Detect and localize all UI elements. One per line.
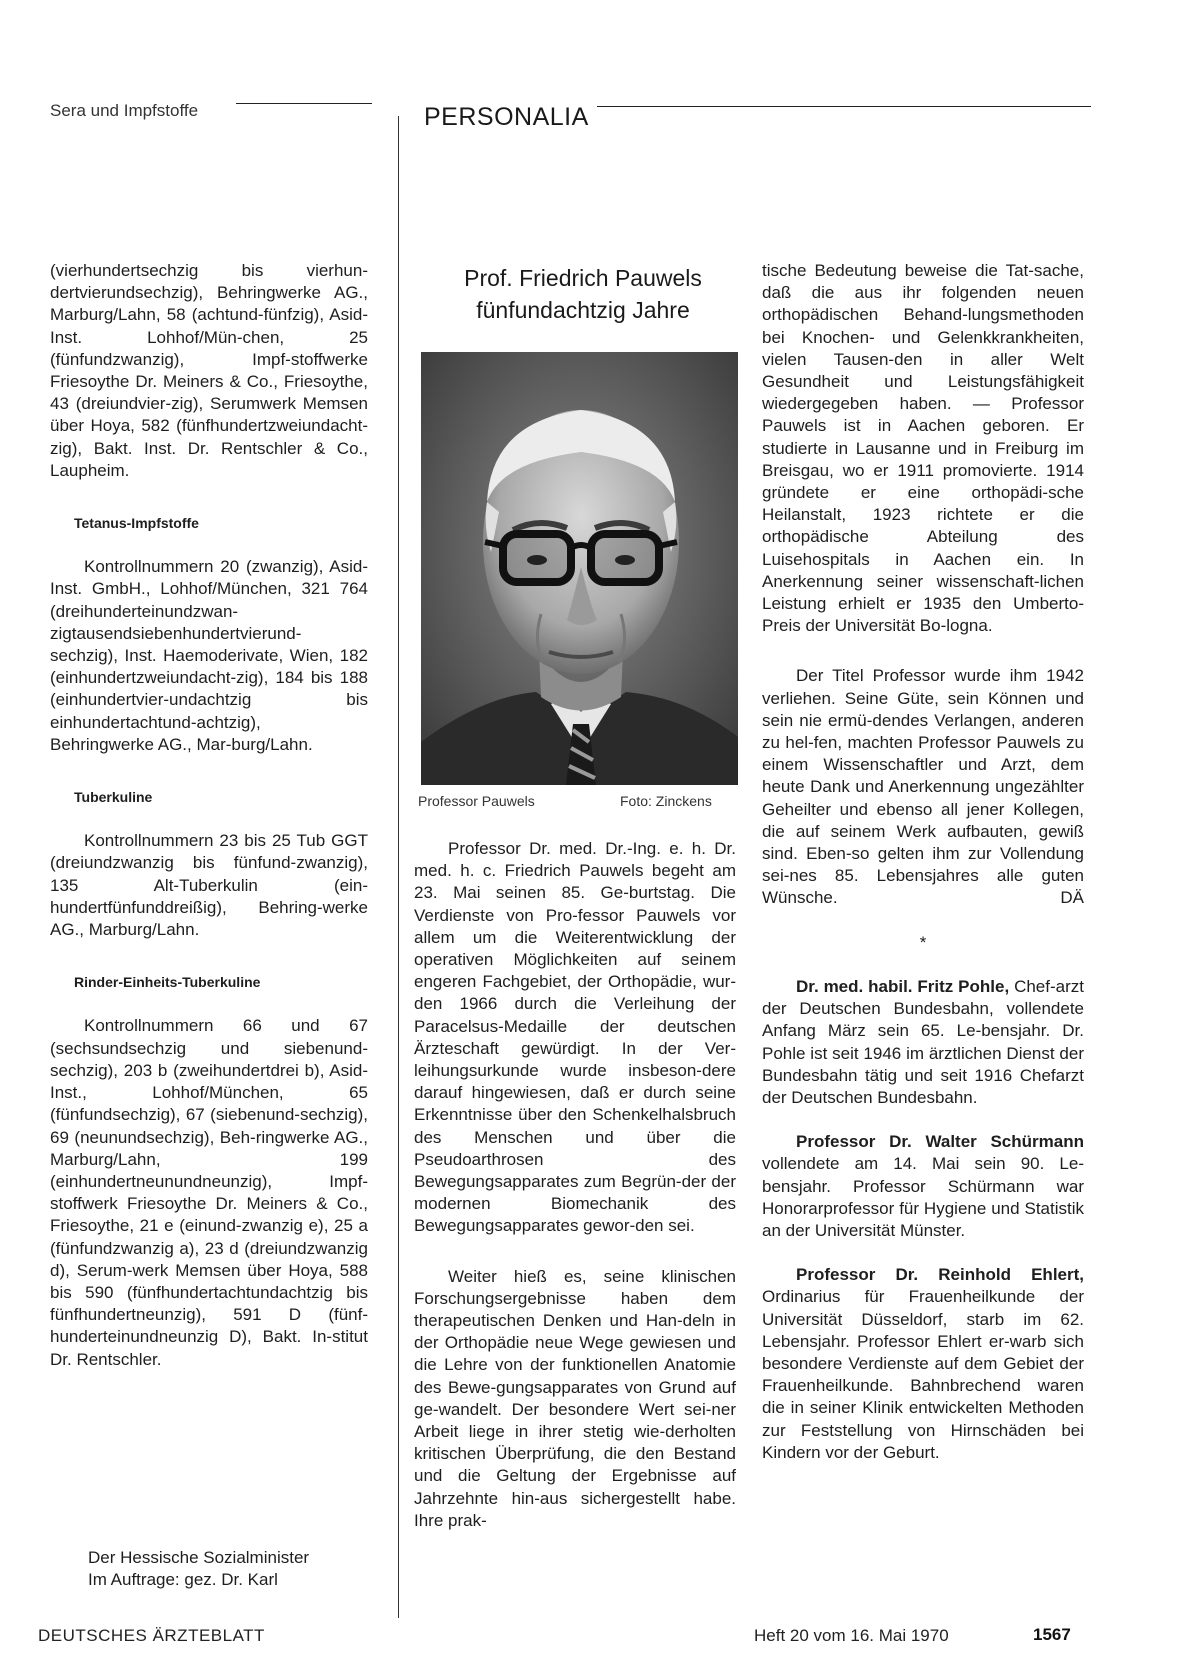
notice-text: vollendete am 14. Mai sein 90. Le-bensjahr. Professor Schürmann war Honorarprofessor für Hygiene und Statistik an der Universität Münster. — [762, 1154, 1084, 1240]
article-paragraph: Weiter hieß es, seine klinischen Forschungsergebnisse haben dem therapeutischen Denken und Han-deln in der Orthopädie neue Wege gewiesen und die Lehre von der funktionellen Anatomie des Bewe-gungsapparates von Grund auf ge-wandelt. Der besondere Wert sei-ner Arbeit liege in ihrer stetig wie-derholten kritischen Überprüfung, die den Bestand und die Geltung der Ergebnisse auf Jahrzehnte hin-aus sichergestellt habe. Ihre prak- — [414, 1266, 736, 1530]
column-sera — [50, 260, 368, 1371]
column-divider — [398, 116, 399, 1618]
article-paragraph: Professor Dr. med. Dr.-Ing. e. h. Dr. med. h. c. Friedrich Pauwels begeht am 23. Mai seinen 85. Ge-burtstag. Die Verdienste von Pro-fessor Pauwels vor allem um die Weiterentwicklung der operativen Möglichkeiten auf seinem engeren Fachgebiet, der Orthopädie, wur-den 1966 durch die Verleihung der Paracelsus-Medaille der deutschen Ärzteschaft gewürdigt. In der Ver-leihungsurkunde wurde insbeson-dere darauf hingewiesen, daß er durch seine Erkenntnisse über den Schenkelhalsbruch des Menschen und über die Pseudoarthrosen des Bewegungsapparates zum Begrün-der der modernen Biomechanik des Bewegungsapparates gewor-den sei. — [414, 839, 736, 1236]
column-article-continued — [762, 260, 1084, 1464]
signature-line: Der Hessische Sozialminister — [88, 1548, 310, 1567]
person-name: Professor Dr. Reinhold Ehlert, — [796, 1265, 1084, 1285]
signature-block — [88, 1547, 309, 1591]
subheading-tuberkuline: Tuberkuline — [74, 789, 153, 806]
header-rule-right — [597, 106, 1091, 107]
author-initials: DÄ — [1060, 888, 1084, 908]
section-header-personalia: PERSONALIA — [424, 103, 589, 131]
paragraph-rinder: Kontrollnummern 66 und 67 (sechsundsechzig und siebenund-sechzig), 203 b (zweihundertdrei b), Asid-Inst., Lohhof/München, 65 (fünfundsechzig), 67 (siebenund-sechzig), 69 (neunundsechzig), Beh-ringwerke AG., Marburg/Lahn, 199 (einhundertneunundneunzig), Impf-stoffwerk Friesoythe Dr. Meiners & Co., Friesoythe, 21 e (einund-zwanzig e), 25 a (fünfundzwanzig a), 23 d (dreiundzwanzig d), Serum-werk Memsen über Hoya, 588 bis 590 (fünfhundertachtundachtzig bis fünfhundertneunzig), 591 D (fünf-hunderteinundneunzig D), Bakt. In-stitut Dr. Rentschler. — [50, 1016, 368, 1369]
photo-caption: Professor Pauwels — [418, 793, 535, 809]
article-paragraph — [762, 665, 1084, 909]
notice-schuermann — [762, 1131, 1084, 1242]
subheading-tetanus: Tetanus-Impfstoffe — [74, 515, 199, 532]
notice-ehlert — [762, 1264, 1084, 1464]
article-title — [418, 262, 748, 326]
paragraph-continued: (vierhundertsechzig bis vierhun-dertvierundsechzig), Behringwerke AG., Marburg/Lahn, 58 (achtund-fünfzig), Asid-Inst. Lohhof/Mün-chen, 25 (fünfundzwanzig), Impf-stoffwerke Friesoythe Dr. Meiners & Co., Friesoythe, 43 (dreiundvier-zig), Serumwerk Memsen über Hoya, 582 (fünfhundertzweiundacht-zig), Bakt. Inst. Dr. Rentschler & Co., Laupheim. — [50, 261, 368, 480]
paragraph-tetanus: Kontrollnummern 20 (zwanzig), Asid-Inst. GmbH., Lohhof/München, 321 764 (dreihunderteinundzwan-zigtausendsiebenhundertvierund-sechzig), Inst. Haemoderivate, Wien, 182 (einhundertzweiundacht-zig), 184 bis 188 (einhundertvier-undachtzig bis einhundertachtund-achtzig), Behringwerke AG., Mar-burg/Lahn. — [50, 557, 368, 754]
column-article — [414, 838, 736, 1532]
page-number: 1567 — [1033, 1625, 1071, 1644]
article-paragraph-text: Der Titel Professor wurde ihm 1942 verliehen. Seine Güte, sein Können und sein nie ermü-dendes Verlangen, anderen zu hel-fen, machten Professor Pauwels zu einem Wissenschaftler und Arzt, dem heute Dank und Anerkennung ungezählter Geheilter und ebenso all jener Kollegen, die auf seinem Werk aufbauten, gewiß sind. Eben-so gelten ihm zur Vollendung sei-nes 85. Lebensjahres alle guten Wünsche. — [762, 666, 1084, 908]
person-name: Dr. med. habil. Fritz Pohle, — [796, 976, 1010, 996]
footer-issue: Heft 20 vom 16. Mai 1970 — [754, 1626, 949, 1645]
section-header-sera: Sera und Impfstoffe — [50, 101, 199, 120]
separator-asterisk: * — [919, 932, 927, 952]
notice-text: Ordinarius für Frauenheilkunde der Universität Düsseldorf, starb im 62. Lebensjahr. Professor Ehlert er-warb sich besondere Verdienste auf dem Gebiet der Frauenheilkunde. Bahnbrechend waren die in seiner Klinik entwickelten Methoden zur Feststellung von Hirnschäden bei Kindern vor der Geburt. — [762, 1287, 1084, 1462]
paragraph-tuberkuline: Kontrollnummern 23 bis 25 Tub GGT (dreiundzwanzig bis fünfund-zwanzig), 135 Alt-Tuberkulin (ein-hundertfünfunddreißig), Behring-werke AG., Marburg/Lahn. — [50, 831, 368, 940]
notice-pohle — [762, 976, 1084, 1109]
header-rule-left — [236, 103, 372, 104]
title-line: Prof. Friedrich Pauwels — [464, 265, 702, 291]
portrait-photo — [421, 352, 738, 785]
title-line: fünfundachtzig Jahre — [476, 297, 690, 323]
footer-journal: DEUTSCHES ÄRZTEBLATT — [38, 1626, 265, 1645]
person-name: Professor Dr. Walter Schürmann — [796, 1132, 1084, 1152]
subheading-rinder: Rinder-Einheits-Tuberkuline — [74, 974, 261, 991]
photo-credit: Foto: Zinckens — [620, 793, 712, 809]
notice-text: Chef-arzt der Deutschen Bundesbahn, vollendete Anfang März sein 65. Le-bensjahr. Dr. Pohle ist seit 1946 im ärztlichen Dienst der Bundesbahn tätig und seit 1916 Chefarzt der Deutschen Bundesbahn. — [762, 976, 1084, 1107]
article-paragraph: tische Bedeutung beweise die Tat-sache, daß die aus ihr folgenden neuen orthopädischen Behand-lungsmethoden bei Knochen- und Gelenkkrankheiten, vielen Tausen-den in aller Welt Gesundheit und Leistungsfähigkeit wiedergegeben haben. — Professor Pauwels ist in Aachen geboren. Er studierte in Lausanne und in Freiburg im Breisgau, wo er 1911 promovierte. 1914 gründete er eine orthopädi-sche Heilanstalt, 1923 richtete er die orthopädische Abteilung des Luisehospitals in Aachen ein. In Anerkennung seiner wissenschaft-lichen Leistung erhielt er 1935 den Umberto-Preis der Universität Bo-logna. — [762, 261, 1084, 636]
signature-line: Im Auftrage: gez. Dr. Karl — [88, 1570, 278, 1589]
